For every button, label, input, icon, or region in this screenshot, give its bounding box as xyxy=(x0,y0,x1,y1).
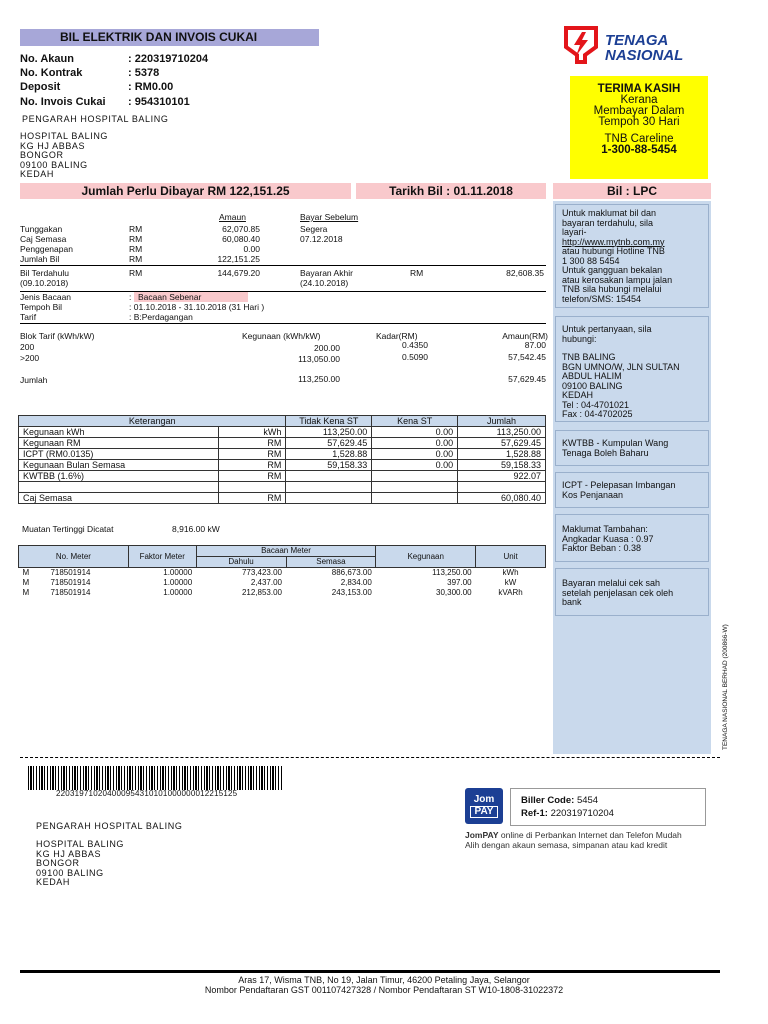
prev-bill-block: Bil Terdahulu (09.10.2018) RM 144,679.20 Bayaran Akhir (24.10.2018) RM 82,608.35 xyxy=(20,268,544,288)
barcode-number: 220319710204000954310101000000012215125 xyxy=(56,789,238,798)
slip-address: HOSPITAL BALING KG HJ ABBAS BONGOR 09100 BALING KEDAH xyxy=(36,839,125,887)
footer-divider xyxy=(20,970,720,973)
detail-header-row xyxy=(19,416,546,427)
table-row: KWTBB (1.6%) RM 922.07 xyxy=(19,471,546,482)
col-meter-factor: Faktor Meter xyxy=(128,546,196,568)
meter-table xyxy=(18,545,546,598)
col-nonst: Tidak Kena ST xyxy=(286,416,372,427)
reading-info: Jenis Bacaan : Bacaan Sebenar Tempoh Bil : 01.10.2018 - 31.10.2018 (31 Hari ) Tarif : B:Perdagangan xyxy=(20,292,265,322)
deposit-row: Deposit : RM0.00 xyxy=(20,81,174,93)
biller-ref: 220319710204 xyxy=(550,808,614,819)
thanks-box: TERIMA KASIH Kerana Membayar Dalam Tempoh 30 Hari TNB Careline 1-300-88-5454 xyxy=(570,76,708,179)
col-meter-no: No. Meter xyxy=(19,546,129,568)
col-st: Kena ST xyxy=(372,416,458,427)
perforation-line xyxy=(20,757,720,758)
charge-row: Jumlah Bil RM 122,151.25 xyxy=(20,254,260,264)
info-box-icpt: ICPT - Pelepasan Imbangan Kos Penjanaan xyxy=(555,472,709,508)
table-row: M 718501914 1.00000 212,853.00 243,153.00 30,300.00 kVARh xyxy=(22,588,523,597)
biller-box: Biller Code: 5454 Ref-1: 220319710204 xyxy=(510,788,706,826)
table-row: M 718501914 1.00000 773,423.00 886,673.00 113,250.00 kWh xyxy=(22,568,519,577)
col-curr: Semasa xyxy=(286,557,376,568)
col-unit: Unit xyxy=(476,546,546,568)
info-box-additional: Maklumat Tambahan: Angkadar Kuasa : 0.97 Faktor Beban : 0.38 xyxy=(555,514,709,562)
company-registration-vertical: TENAGA NASIONAL BERHAD (200866-W) xyxy=(722,624,729,750)
charge-row: Caj Semasa RM 60,080.40 07.12.2018 xyxy=(20,234,343,244)
col-prev: Dahulu xyxy=(196,557,286,568)
bill-type-bar: Bil : LPC xyxy=(553,183,711,199)
tariff-block-table: Blok Tarif (kWh/kW) Kegunaan (kWh/kW) Kadar(RM) Amaun(RM) 200 200.00 0.4350 87.00 >200 113,050.00 0.5090 57,542.45 Jumlah 113,250.00 57,629.45 xyxy=(20,331,548,385)
max-demand-value: 8,916.00 kW xyxy=(172,524,220,534)
charges-list xyxy=(20,224,360,264)
col-reading: Bacaan Meter xyxy=(196,546,376,557)
customer-address: HOSPITAL BALING KG HJ ABBAS BONGOR 09100 BALING KEDAH xyxy=(20,131,109,179)
contract-no-row: No. Kontrak : 5378 xyxy=(20,67,160,79)
col-desc: Keterangan xyxy=(19,416,286,427)
table-row: M 718501914 1.00000 2,437.00 2,834.00 397.00 kW xyxy=(22,578,517,587)
tnb-logo-text: TENAGA NASIONAL xyxy=(605,32,684,64)
max-demand-label: Muatan Tertinggi Dicatat xyxy=(22,524,114,534)
table-row: ICPT (RM0.0135) RM 1,528.88 0.00 1,528.88 xyxy=(19,449,546,460)
info-box-cheque: Bayaran melalui cek sah setelah penjelasan cek oleh bank xyxy=(555,568,709,616)
careline-phone: 1-300-88-5454 xyxy=(601,144,677,156)
tnb-logo-icon xyxy=(563,25,599,65)
table-row: Caj Semasa RM 60,080.40 xyxy=(19,493,546,504)
barcode-icon xyxy=(28,766,283,790)
charge-row: Penggenapan RM 0.00 xyxy=(20,244,260,254)
addressee: PENGARAH HOSPITAL BALING xyxy=(22,114,169,124)
col-usage: Kegunaan xyxy=(376,546,476,568)
table-row: Kegunaan RM RM 57,629.45 0.00 57,629.45 xyxy=(19,438,546,449)
bill-title: BIL ELEKTRIK DAN INVOIS CUKAI xyxy=(20,29,319,46)
account-no-row: No. Akaun : 220319710204 xyxy=(20,53,209,65)
bill-date-bar: Tarikh Bil : 01.11.2018 xyxy=(356,183,546,199)
table-row xyxy=(19,482,546,493)
info-box-kwtbb: KWTBB - Kumpulan Wang Tenaga Boleh Baharu xyxy=(555,430,709,466)
jompay-info: JomPAY online di Perbankan Internet dan Telefon Mudah Alih dengan akaun semasa, simpanan atau kad kredit xyxy=(465,830,682,850)
tax-invoice-row: No. Invois Cukai : 954310101 xyxy=(20,96,190,108)
charge-row: Tunggakan RM 62,070.85 Segera xyxy=(20,224,328,234)
divider xyxy=(20,265,546,266)
detail-table xyxy=(18,415,546,504)
slip-addressee: PENGARAH HOSPITAL BALING xyxy=(36,821,183,831)
pay-before-col-header: Bayar Sebelum xyxy=(300,212,359,222)
biller-code: 5454 xyxy=(576,795,599,806)
info-box-web: Untuk maklumat bil dan bayaran terdahulu, sila layari- http://www.mytnb.com.my atau hubungi Hotline TNB 1 300 88 5454 Untuk gangguan bekalan atau kerosakan lampu jalan TNB sila hubungi melalui telefon/SMS: 15454 xyxy=(555,204,709,308)
table-row: Kegunaan kWh kWh 113,250.00 0.00 113,250.00 xyxy=(19,427,546,438)
amount-due-bar: Jumlah Perlu Dibayar RM 122,151.25 xyxy=(20,183,351,199)
divider xyxy=(20,323,546,324)
careline-label: TNB Careline xyxy=(604,133,674,145)
footer: Aras 17, Wisma TNB, No 19, Jalan Timur, 46200 Petaling Jaya, Selangor Nombor Pendaftaran GST 001107427328 / Nombor Pendaftaran ST W10-1808-31022372 xyxy=(204,975,564,995)
mytnb-link[interactable]: http://www.mytnb.com.my xyxy=(562,236,665,247)
info-box-contact: Untuk pertanyaan, sila hubungi: TNB BALING BGN UMNO/W, JLN SULTAN ABDUL HALIM 09100 BALING KEDAH Tel : 04-4701021 Fax : 04-4702025 xyxy=(555,316,709,422)
jompay-logo-icon: Jom PAY xyxy=(465,788,503,824)
table-row: Kegunaan Bulan Semasa RM 59,158.33 0.00 59,158.33 xyxy=(19,460,546,471)
amount-col-header: Amaun xyxy=(219,212,246,222)
col-total: Jumlah xyxy=(458,416,546,427)
